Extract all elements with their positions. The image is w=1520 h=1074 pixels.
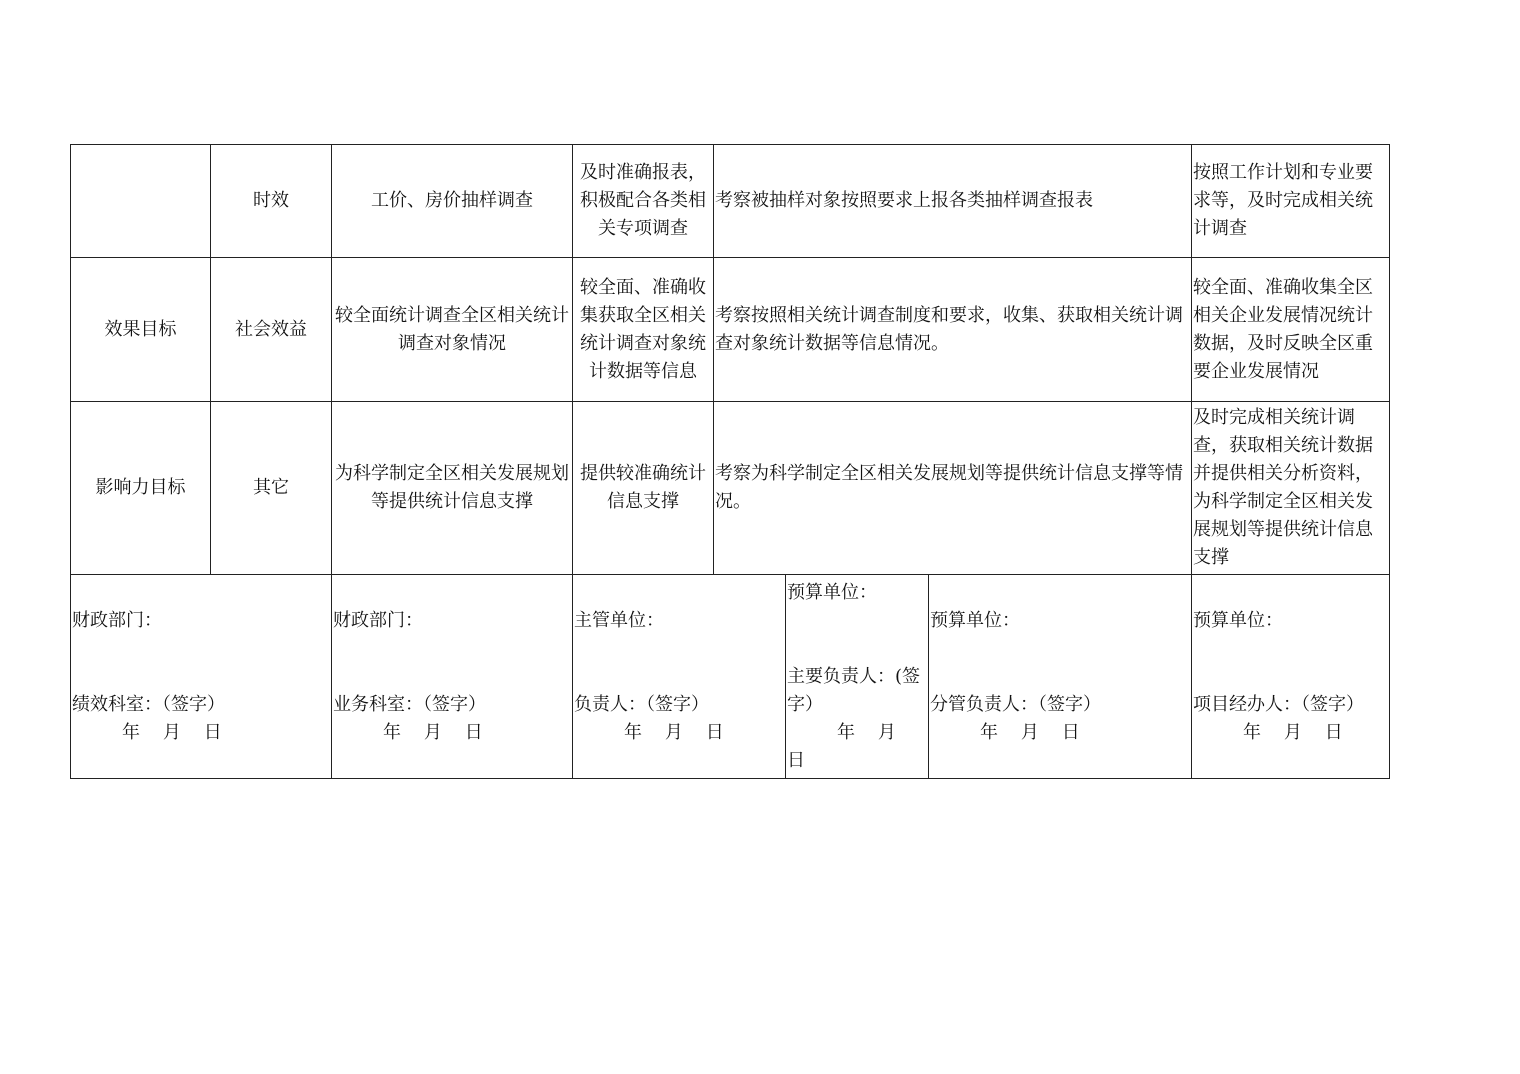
signature-role: 绩效科室：（签字） <box>72 694 225 715</box>
signature-date: 年 月 日 <box>1243 722 1343 743</box>
signature-unit: 预算单位： <box>1193 610 1283 631</box>
description-cell: 考察按照相关统计调查制度和要求，收集、获取相关统计调查对象统计数据等信息情况。 <box>714 258 1192 402</box>
indicator-cell: 为科学制定全区相关发展规划等提供统计信息支撑 <box>332 402 573 575</box>
signature-unit: 主管单位： <box>574 610 664 631</box>
standard-cell: 及时完成相关统计调查，获取相关统计数据并提供相关分析资料，为科学制定全区相关发展规划等提供统计信息支撑 <box>1192 402 1390 575</box>
description-cell: 考察为科学制定全区相关发展规划等提供统计信息支撑等情况。 <box>714 402 1192 575</box>
performance-indicator-table <box>70 144 1390 779</box>
signature-row <box>71 575 1390 779</box>
target-cell: 较全面、准确收集获取全区相关统计调查对象统计数据等信息 <box>573 258 714 402</box>
indicator-cell: 工价、房价抽样调查 <box>332 145 573 258</box>
table-row <box>71 402 1390 575</box>
signature-date: 年 月 日 <box>122 722 222 743</box>
signature-date: 年 月 日 <box>383 722 483 743</box>
signature-unit: 预算单位： <box>930 610 1020 631</box>
signature-role: 主要负责人：(签字） <box>787 666 921 715</box>
description-cell: 考察被抽样对象按照要求上报各类抽样调查报表 <box>714 145 1192 258</box>
category-cell: 影响力目标 <box>71 402 211 575</box>
signature-cell-supervising-unit <box>573 575 786 779</box>
signature-cell-budget-unit-head <box>786 575 929 779</box>
signature-cell-finance-performance <box>71 575 332 779</box>
target-cell: 及时准确报表，积极配合各类相关专项调查 <box>573 145 714 258</box>
table-row <box>71 145 1390 258</box>
target-cell: 提供较准确统计信息支撑 <box>573 402 714 575</box>
signature-role: 分管负责人：（签字） <box>930 694 1101 715</box>
subcategory-cell: 时效 <box>211 145 332 258</box>
standard-cell: 较全面、准确收集全区相关企业发展情况统计数据，及时反映全区重要企业发展情况 <box>1192 258 1390 402</box>
signature-role: 项目经办人：（签字） <box>1193 694 1364 715</box>
category-cell <box>71 145 211 258</box>
signature-day: 日 <box>787 750 805 771</box>
subcategory-cell: 其它 <box>211 402 332 575</box>
signature-role: 负责人：（签字） <box>574 694 709 715</box>
indicator-cell: 较全面统计调查全区相关统计调查对象情况 <box>332 258 573 402</box>
subcategory-cell: 社会效益 <box>211 258 332 402</box>
standard-cell: 按照工作计划和专业要求等，及时完成相关统计调查 <box>1192 145 1390 258</box>
performance-table-wrapper <box>70 144 1390 779</box>
signature-date: 年 月 <box>837 722 896 743</box>
signature-unit: 财政部门： <box>72 610 162 631</box>
signature-role: 业务科室：（签字） <box>333 694 486 715</box>
signature-cell-budget-unit-handler <box>1192 575 1390 779</box>
signature-cell-budget-unit-deputy <box>929 575 1192 779</box>
signature-unit: 预算单位： <box>787 582 877 603</box>
table-row <box>71 258 1390 402</box>
signature-unit: 财政部门： <box>333 610 423 631</box>
signature-cell-finance-business <box>332 575 573 779</box>
category-cell: 效果目标 <box>71 258 211 402</box>
signature-date: 年 月 日 <box>624 722 724 743</box>
signature-date: 年 月 日 <box>980 722 1080 743</box>
